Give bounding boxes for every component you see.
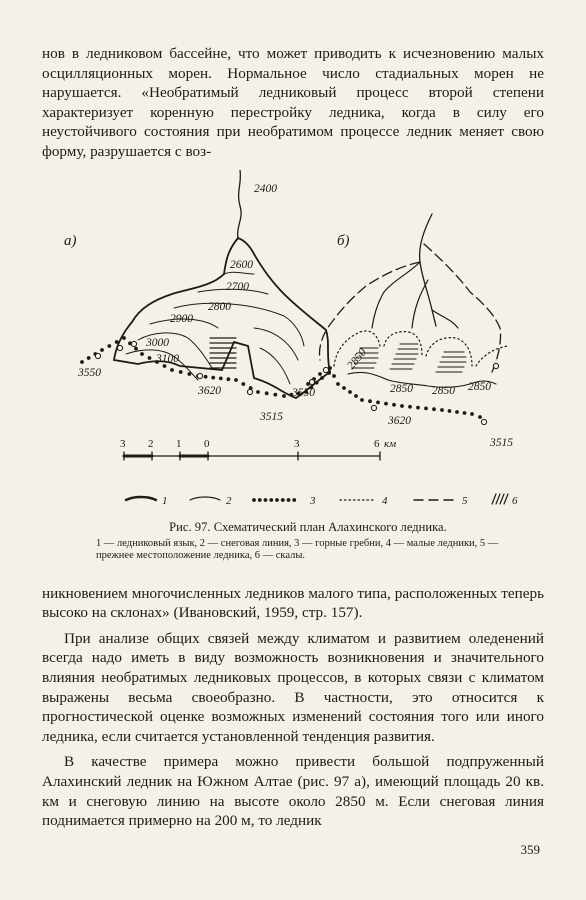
- ridge-dot: [360, 398, 364, 402]
- ridge-dot: [275, 498, 279, 502]
- page: [42, 44, 544, 831]
- ridge-dot: [336, 382, 340, 386]
- ridge-dot: [87, 356, 91, 360]
- stream-top: [238, 170, 241, 238]
- summit-circle: [247, 389, 252, 394]
- ridge-dot: [408, 404, 412, 408]
- legend-num-2: 2: [226, 494, 232, 507]
- ridge-dot: [140, 352, 144, 356]
- scale-tick-3r: 3: [294, 437, 300, 450]
- summit-circle: [95, 353, 100, 358]
- ridge-dot: [219, 376, 223, 380]
- contour-2600: [224, 272, 254, 274]
- ridge-dot: [256, 390, 260, 394]
- ridge-dot: [342, 386, 346, 390]
- glacier-tongue-outline: [114, 238, 330, 398]
- small-glacier-4: [476, 346, 508, 366]
- ridge-dot: [392, 402, 396, 406]
- paragraph-1: нов в ледниковом бассейне, что может приводить к исчезновению малых осцилляционных морен. Нормальное число стадиальных морен не нарушается. «Необратимый ледниковый процесс второй степени характеризует коренную перестройку ледника, когда в силу его неустойчивого состояния при необратимом процессе ледник меняет свою форму, разрушается с воз-: [42, 45, 544, 160]
- summit-circle: [371, 405, 376, 410]
- ridge-dot: [416, 405, 420, 409]
- ridge-dot: [134, 346, 138, 350]
- ridge-dot: [252, 498, 256, 502]
- glacier-hatch-b: [352, 344, 466, 372]
- ridge-dot: [292, 498, 296, 502]
- figure-97: [42, 170, 544, 584]
- legend-1-symbol: [126, 497, 156, 500]
- contour-2800: [174, 300, 304, 346]
- ridge-dot: [332, 374, 336, 378]
- ridge-dot: [376, 400, 380, 404]
- ridge-dot: [287, 498, 291, 502]
- label-3620-b: 3620: [388, 414, 411, 427]
- summit-circle: [481, 419, 486, 424]
- label-2700: 2700: [226, 280, 249, 293]
- former-glacier-left: [320, 262, 421, 360]
- ridge-dot: [80, 360, 84, 364]
- legend-num-1: 1: [162, 494, 168, 507]
- panel-b-label: б): [337, 232, 350, 249]
- ridge-dot: [100, 348, 104, 352]
- ridge-dot: [320, 376, 324, 380]
- ridge-dot: [368, 399, 372, 403]
- ridge-dot: [273, 392, 277, 396]
- ridge-dot: [269, 498, 273, 502]
- legend-2-symbol: [190, 497, 220, 500]
- label-2400: 2400: [254, 182, 277, 195]
- label-3550-a: 3550: [78, 366, 101, 379]
- summit-circle: [117, 345, 122, 350]
- ridge-dot: [241, 382, 245, 386]
- legend-num-5: 5: [462, 494, 468, 507]
- legend-num-4: 4: [382, 494, 388, 507]
- label-2800: 2800: [208, 300, 231, 313]
- panel-a-label: а): [64, 232, 77, 249]
- ridge-dot: [179, 370, 183, 374]
- ridge-dot: [204, 374, 208, 378]
- stream-b-left: [372, 262, 420, 328]
- ridge-dot: [170, 368, 174, 372]
- ridge-dot: [440, 408, 444, 412]
- ridge-dot: [258, 498, 262, 502]
- ridge-dot: [315, 380, 319, 384]
- paragraph-4: В качестве примера можно привести большой подпруженный Алахинский ледник на Южном Алтае (рис. 97 а), имеющий площадь 20 кв. км и снеговую линию на высоте около 2850 м. Если снеговая линия поднимается примерно на 200 м, то ледник: [42, 753, 544, 830]
- ridge-dot: [211, 375, 215, 379]
- summit-circle: [493, 363, 498, 368]
- ridge-dot: [227, 377, 231, 381]
- label-2600: 2600: [230, 258, 253, 271]
- ridge-dot: [448, 409, 452, 413]
- summit-circle: [323, 367, 328, 372]
- scale-bar: [124, 452, 380, 460]
- scale-tick-1: 1: [176, 437, 182, 450]
- ridge-dot: [107, 344, 111, 348]
- figure-legend-text: 1 — ледниковый язык, 2 — снеговая линия, 3 — горные гребни, 4 — малые ледники, 5 — прежнее местоположение ледника, 6 — скалы.: [96, 537, 499, 562]
- ridge-dot: [281, 498, 285, 502]
- label-2850-a: 2850: [345, 346, 370, 372]
- label-3515-b: 3515: [490, 436, 513, 449]
- figure-caption: Рис. 97. Схематический план Алахинского ледника.: [169, 519, 447, 534]
- ridge-dot: [354, 394, 358, 398]
- scale-tick-6: 6: [374, 437, 380, 450]
- label-3550-b: 3550: [292, 386, 315, 399]
- summit-circle: [197, 373, 202, 378]
- label-3100: 3100: [156, 352, 179, 365]
- ridge-dot: [122, 336, 126, 340]
- scale-unit: км: [384, 437, 397, 450]
- ridge-dot: [400, 404, 404, 408]
- label-2850-c: 2850: [432, 384, 455, 397]
- summit-circle: [131, 341, 136, 346]
- label-3515-a: 3515: [260, 410, 283, 423]
- legend-symbols: [126, 494, 508, 504]
- ridge-dot: [348, 390, 352, 394]
- ridge-dot: [463, 411, 467, 415]
- ridge-dot: [384, 401, 388, 405]
- label-3000: 3000: [146, 336, 169, 349]
- ridge-dot: [318, 372, 322, 376]
- summit-circle: [309, 379, 314, 384]
- legend-3-symbol: [252, 498, 296, 502]
- scale-tick-0: 0: [204, 437, 210, 450]
- ridge-dot: [265, 391, 269, 395]
- ridge-dot: [478, 415, 482, 419]
- page-number: 359: [520, 842, 540, 857]
- legend-6-symbol: [492, 494, 508, 504]
- ridge-dot: [455, 410, 459, 414]
- ridge-dot: [282, 394, 286, 398]
- ridge-dot: [264, 498, 268, 502]
- ridge-dot: [470, 412, 474, 416]
- ridge-dot: [115, 340, 119, 344]
- stream-b-main: [420, 214, 436, 326]
- label-2900: 2900: [170, 312, 193, 325]
- scale-tick-2: 2: [148, 437, 154, 450]
- scale-tick-3: 3: [120, 437, 126, 450]
- ridge-dot: [424, 406, 428, 410]
- rock-hatch-a: [210, 338, 236, 368]
- ridge-dot: [148, 356, 152, 360]
- paragraph-3: При анализе общих связей между климатом и развитием оледенений всегда надо иметь в виду возможность возникновения и значительного влияния необратимых ледниковых процессов, в которых связи с климатом выражены весьма своеобразно. В частности, это относится к прогностической оценке возможных изменений состояния того или иного ледника, если считается установленной тенденция развития.: [42, 629, 544, 745]
- label-3620-a: 3620: [198, 384, 221, 397]
- legend-num-3: 3: [310, 494, 316, 507]
- ridge-dot: [187, 372, 191, 376]
- paragraph-2: никновением многочисленных ледников малого типа, расположенных теперь высоко на склонах» (Ивановский, 1959, стр. 157).: [42, 584, 544, 622]
- ridge-dot: [432, 407, 436, 411]
- label-2850-d: 2850: [468, 380, 491, 393]
- label-2850-b: 2850: [390, 382, 413, 395]
- glacier-map: [22, 170, 562, 520]
- ridge-dot: [234, 378, 238, 382]
- legend-num-6: 6: [512, 494, 518, 507]
